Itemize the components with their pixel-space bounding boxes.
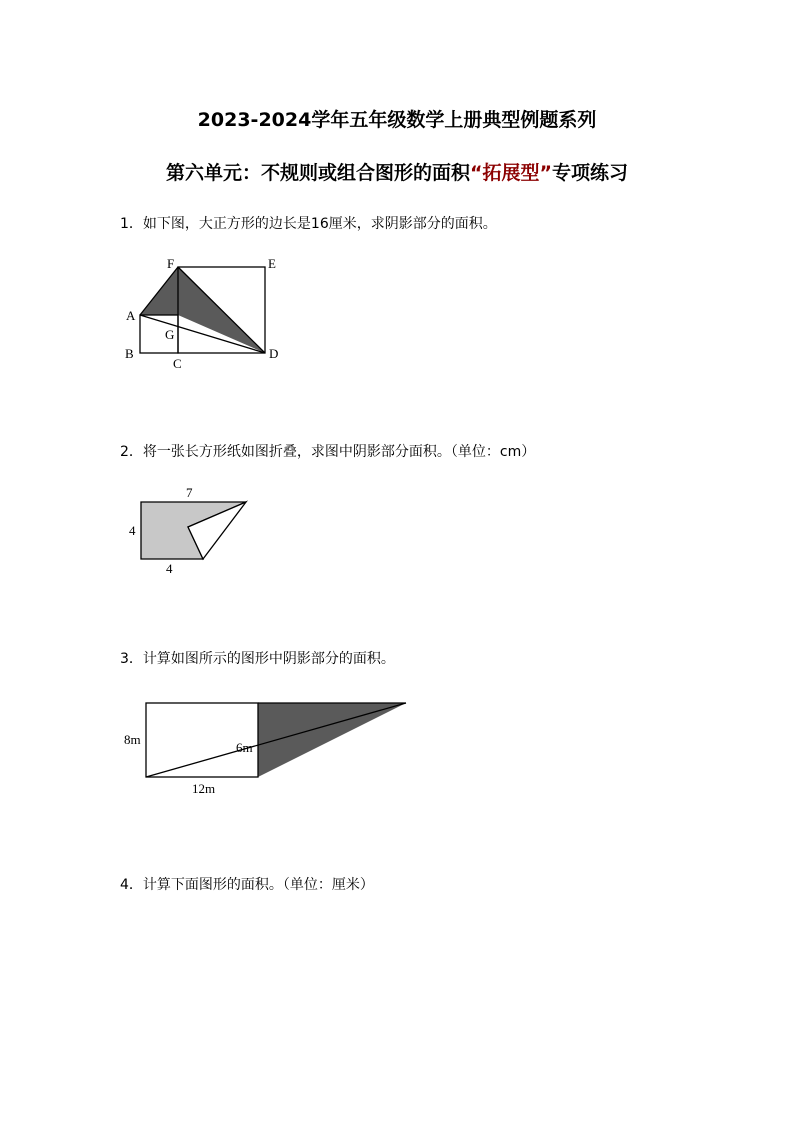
label-f: F: [167, 256, 175, 271]
question-3-text: 3．计算如图所示的图形中阴影部分的面积。: [120, 651, 395, 667]
label-a: A: [126, 308, 136, 323]
label-8m: 8m: [124, 732, 141, 747]
question-4-text: 4．计算下面图形的面积。（单位：厘米）: [120, 877, 374, 893]
question-2-text: 2．将一张长方形纸如图折叠，求图中阴影部分面积。（单位：cm）: [120, 444, 536, 460]
label-6m: 6m: [236, 740, 253, 755]
label-bottom-4: 4: [166, 561, 173, 576]
label-top-7: 7: [186, 485, 193, 500]
question-1-text: 1．如下图，大正方形的边长是16厘米，求阴影部分的面积。: [120, 216, 497, 232]
subtitle-prefix: 第六单元：不规则或组合图形的面积: [165, 162, 470, 184]
subtitle-highlight: “拓展型”: [470, 162, 552, 184]
label-d: D: [269, 346, 279, 361]
subtitle-suffix: 专项练习: [551, 162, 628, 184]
document-title: 2023-2024学年五年级数学上册典型例题系列: [197, 109, 597, 131]
label-left-4: 4: [129, 523, 136, 538]
label-b: B: [125, 346, 134, 361]
label-c: C: [173, 356, 182, 371]
label-12m: 12m: [192, 781, 216, 796]
label-g: G: [165, 327, 175, 342]
figure-3-shaded-triangle: [258, 703, 406, 777]
label-e: E: [268, 256, 276, 271]
